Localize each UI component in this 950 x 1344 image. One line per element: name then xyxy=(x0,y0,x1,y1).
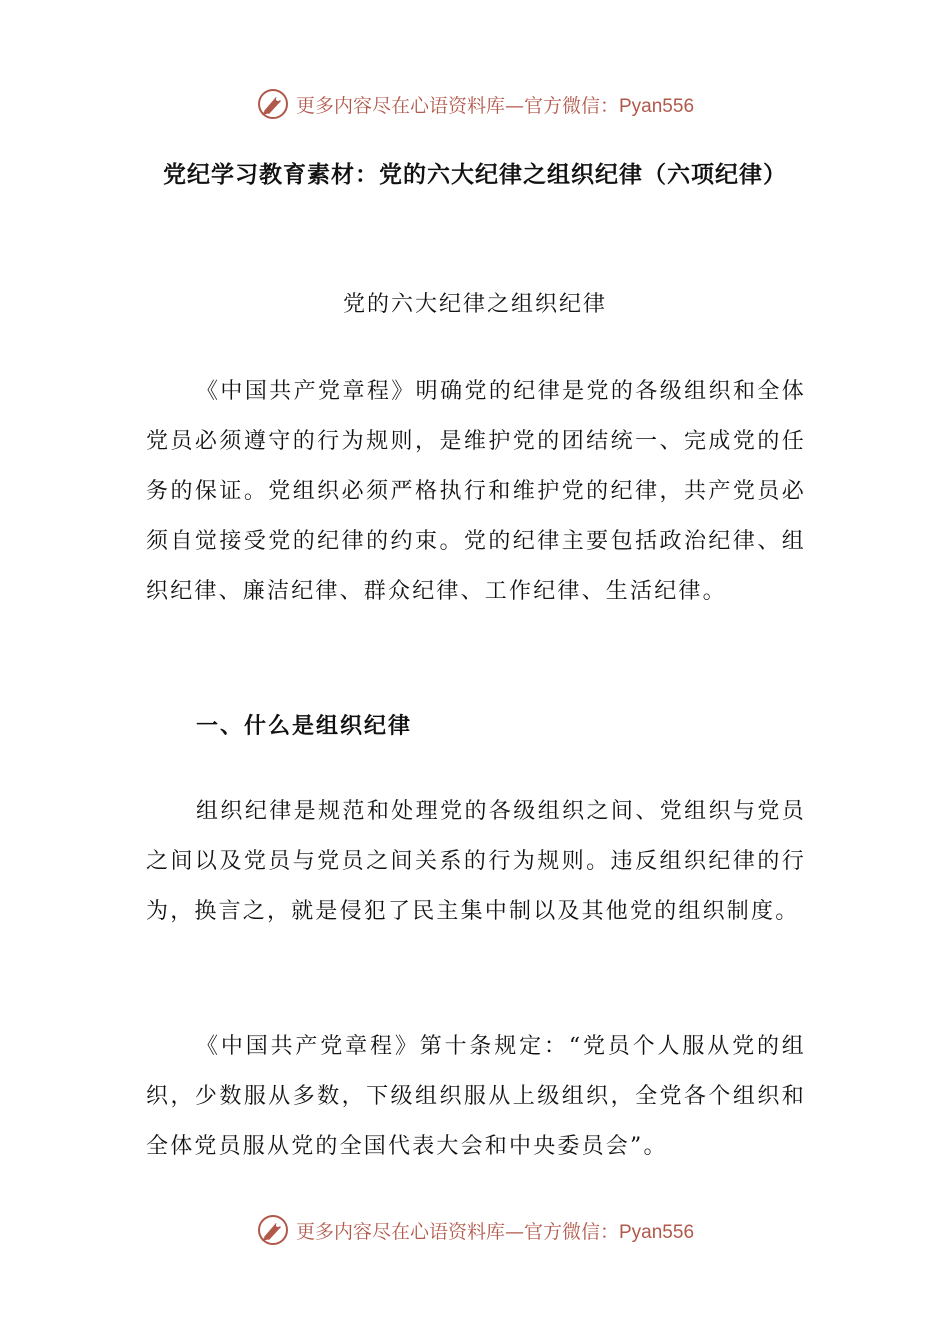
watermark-content xyxy=(256,1213,694,1247)
pen-nib-logo-icon xyxy=(256,1213,290,1247)
document-title: 党纪学习教育素材：党的六大纪律之组织纪律（六项纪律） xyxy=(163,162,787,188)
watermark-content xyxy=(256,87,694,121)
pen-nib-logo-icon xyxy=(256,87,290,121)
watermark-text: 更多内容尽在心语资料库—官方微信：Pyan556 xyxy=(295,1220,695,1243)
document-subtitle: 党的六大纪律之组织纪律 xyxy=(342,292,607,317)
header-watermark-banner xyxy=(0,84,950,124)
intro-paragraph: 《中国共产党章程》明确党的纪律是党的各级组织和全体党员必须遵守的行为规则，是维护党的团结统一、完成党的任务的保证。党组织必须严格执行和维护党的纪律，共产党员必须自觉接受党的纪律的约束。党的纪律主要包括政治纪律、组织纪律、廉洁纪律、群众纪律、工作纪律、生活纪律。 xyxy=(146,379,806,604)
section-heading: 一、什么是组织纪律 xyxy=(196,714,413,739)
watermark-text: 更多内容尽在心语资料库—官方微信：Pyan556 xyxy=(295,94,695,117)
charter-article-paragraph: 《中国共产党章程》第十条规定：“党员个人服从党的组织，少数服从多数，下级组织服从上级组织，全党各个组织和全体党员服从党的全国代表大会和中央委员会”。 xyxy=(146,1034,806,1159)
footer-watermark-banner xyxy=(0,1210,950,1250)
definition-paragraph: 组织纪律是规范和处理党的各级组织之间、党组织与党员之间以及党员与党员之间关系的行为规则。违反组织纪律的行为，换言之，就是侵犯了民主集中制以及其他党的组织制度。 xyxy=(146,799,806,924)
